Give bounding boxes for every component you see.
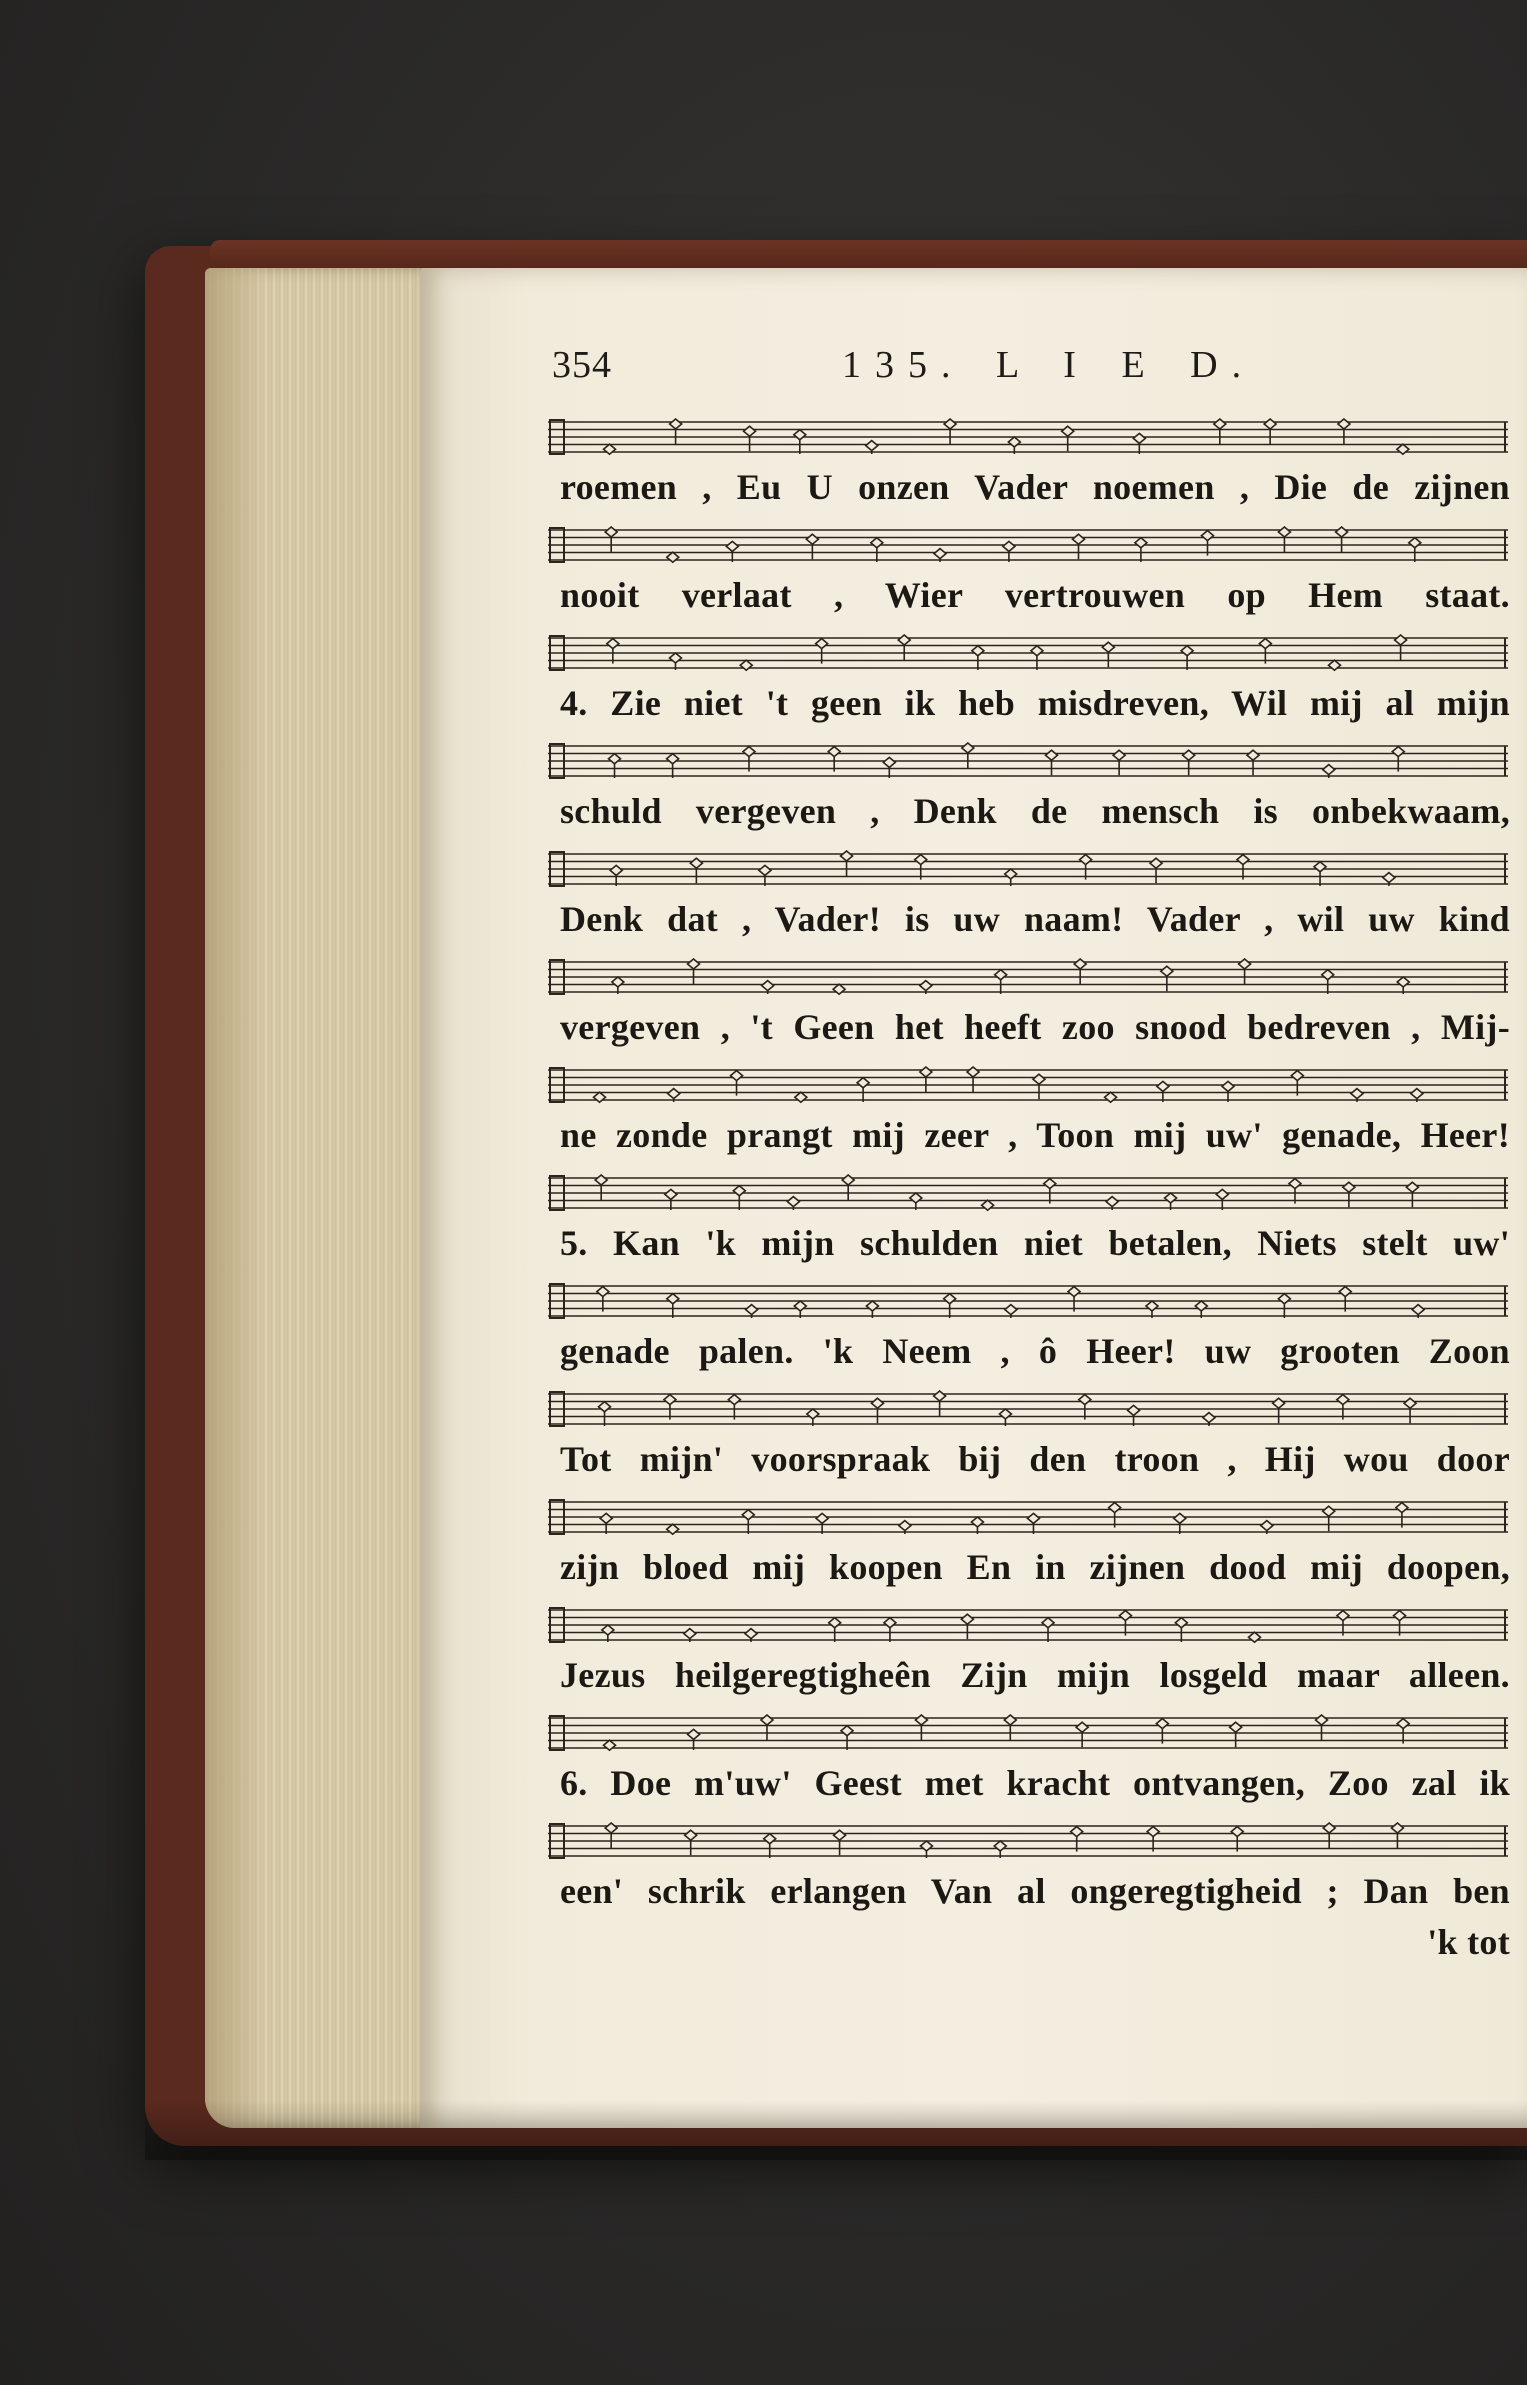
note-head — [1113, 750, 1125, 775]
page-content — [420, 268, 1527, 2128]
note-head — [742, 1510, 754, 1534]
staff-svg — [548, 1390, 1508, 1428]
note-head — [1343, 1182, 1355, 1207]
lyric-text: genade palen. 'k Neem , ô Heer! uw grooten Zoon — [560, 1331, 1510, 1371]
note-head — [871, 538, 883, 562]
note-head — [934, 1391, 946, 1416]
note-head — [599, 1402, 611, 1426]
staff-svg — [548, 1174, 1508, 1212]
note-head — [834, 1830, 846, 1855]
note-head — [1150, 858, 1162, 883]
music-staff — [548, 850, 1508, 888]
page-header — [552, 343, 1487, 403]
note-head — [1181, 646, 1193, 670]
note-head — [1072, 534, 1084, 559]
note-head — [595, 1175, 607, 1200]
staff-svg — [548, 526, 1508, 564]
staff-svg — [548, 1714, 1508, 1752]
note-head — [1214, 419, 1226, 444]
note-head — [764, 1834, 776, 1858]
note-head — [1323, 1506, 1335, 1531]
note-head — [1046, 750, 1058, 775]
note-head — [920, 1067, 932, 1092]
note-head — [1278, 1294, 1290, 1318]
music-staff — [548, 742, 1508, 780]
note-head — [1230, 1722, 1242, 1747]
note-head — [972, 646, 984, 670]
music-staff — [548, 1822, 1508, 1860]
note-head — [1004, 1715, 1016, 1740]
page-number: 354 — [552, 344, 612, 386]
staff-svg — [548, 418, 1508, 456]
staff-svg — [548, 634, 1508, 672]
catchword — [560, 1918, 1510, 1966]
lyric-text: Jezus heilgeregtigheên Zijn mijn losgeld maar alleen. — [560, 1655, 1510, 1695]
note-head — [1273, 1398, 1285, 1423]
note-head — [1027, 1513, 1039, 1534]
music-staff — [548, 1606, 1508, 1644]
staff-svg — [548, 1822, 1508, 1860]
note-head — [1031, 646, 1043, 670]
note-head — [605, 527, 617, 552]
lyric-line — [560, 1651, 1510, 1699]
note-head — [609, 754, 621, 778]
music-staff — [548, 958, 1508, 996]
note-head — [1406, 1182, 1418, 1207]
lyric-line — [560, 679, 1510, 727]
note-head — [1391, 1823, 1403, 1848]
note-head — [884, 1618, 896, 1642]
note-head — [1076, 1722, 1088, 1747]
note-head — [842, 1175, 854, 1200]
note-head — [1395, 635, 1407, 660]
note-head — [1264, 419, 1276, 444]
staff-svg — [548, 1606, 1508, 1644]
lyric-line — [560, 1867, 1510, 1915]
lyric-line — [560, 1111, 1510, 1159]
note-head — [1128, 1405, 1140, 1426]
lyric-line — [560, 895, 1510, 943]
music-staff — [548, 634, 1508, 672]
music-staff — [548, 1390, 1508, 1428]
note-head — [600, 1513, 612, 1534]
lyric-line — [560, 1543, 1510, 1591]
lyric-line — [560, 1003, 1510, 1051]
staff-svg — [548, 742, 1508, 780]
note-head — [1174, 1513, 1186, 1534]
note-head — [744, 426, 756, 451]
note-head — [1222, 1081, 1234, 1102]
note-head — [605, 1823, 617, 1848]
staff-svg — [548, 958, 1508, 996]
note-head — [685, 1830, 697, 1855]
note-head — [915, 1715, 927, 1740]
note-head — [1278, 527, 1290, 552]
lyric-text: Tot mijn' voorspraak bij den troon , Hij wou door — [560, 1439, 1510, 1479]
lyric-text: ne zonde prangt mij zeer , Toon mij uw' genade, Heer! — [560, 1115, 1510, 1155]
book-page — [420, 268, 1527, 2128]
staff-svg — [548, 850, 1508, 888]
note-head — [665, 1189, 677, 1210]
note-head — [898, 635, 910, 660]
note-head — [733, 1186, 745, 1210]
note-head — [1409, 538, 1421, 562]
note-head — [690, 858, 702, 883]
lyric-text: Denk dat , Vader! is uw naam! Vader , wil uw kind — [560, 899, 1510, 939]
music-staff — [548, 1714, 1508, 1752]
staff-svg — [548, 1282, 1508, 1320]
note-head — [1239, 959, 1251, 984]
note-head — [1314, 862, 1326, 886]
note-head — [967, 1067, 979, 1092]
lyric-line — [560, 1435, 1510, 1483]
note-head — [1175, 1618, 1187, 1642]
note-head — [829, 1618, 841, 1642]
page-bottom-shadow — [145, 2100, 1527, 2160]
lyric-line — [560, 571, 1510, 619]
note-head — [1074, 959, 1086, 984]
running-title: 135. L I E D. — [842, 344, 1256, 386]
lyric-line — [560, 787, 1510, 835]
note-head — [806, 534, 818, 559]
note-head — [1216, 1189, 1228, 1210]
note-head — [1316, 1715, 1328, 1740]
note-head — [962, 743, 974, 768]
note-head — [816, 1513, 828, 1534]
note-head — [1033, 1074, 1045, 1099]
note-head — [1135, 538, 1147, 562]
note-head — [794, 430, 806, 454]
note-head — [1323, 1823, 1335, 1848]
note-head — [1336, 527, 1348, 552]
staff-svg — [548, 1498, 1508, 1536]
lyric-text: schuld vergeven , Denk de mensch is onbekwaam, — [560, 791, 1510, 831]
lyric-line — [560, 1759, 1510, 1807]
note-head — [761, 1715, 773, 1740]
note-head — [1404, 1398, 1416, 1423]
lyric-text: zijn bloed mij koopen En in zijnen dood mij doopen, — [560, 1547, 1510, 1587]
music-staff — [548, 526, 1508, 564]
lyric-text: 4. Zie niet 't geen ik heb misdreven, Wil mij al mijn — [560, 683, 1510, 723]
note-head — [1102, 642, 1114, 667]
note-head — [1338, 419, 1350, 444]
note-head — [1183, 750, 1195, 775]
page-edges — [205, 268, 435, 2128]
note-head — [944, 419, 956, 444]
note-head — [871, 1398, 883, 1423]
lyric-text: 5. Kan 'k mijn schulden niet betalen, Niets stelt uw' — [560, 1223, 1510, 1263]
note-head — [857, 1078, 869, 1102]
lyric-text: 6. Doe m'uw' Geest met kracht ontvangen, Zoo zal ik — [560, 1763, 1510, 1803]
note-head — [667, 754, 679, 778]
lyric-text: nooit verlaat , Wier vertrouwen op Hem staat. — [560, 575, 1510, 615]
music-staff — [548, 1174, 1508, 1212]
note-head — [1161, 966, 1173, 991]
note-head — [688, 959, 700, 984]
note-head — [841, 1726, 853, 1750]
note-head — [1247, 750, 1259, 775]
note-head — [961, 1614, 973, 1639]
lyric-line — [560, 1327, 1510, 1375]
staff-svg — [548, 1066, 1508, 1104]
note-head — [841, 851, 853, 876]
music-staff — [548, 1282, 1508, 1320]
music-staff — [548, 1498, 1508, 1536]
note-head — [1062, 426, 1074, 451]
note-head — [1157, 1081, 1169, 1102]
lyric-text: een' schrik erlangen Van al ongeregtigheid ; Dan ben — [560, 1871, 1510, 1911]
lyric-line — [560, 1219, 1510, 1267]
lyric-text: vergeven , 't Geen het heeft zoo snood bedreven , Mij- — [560, 1007, 1510, 1047]
note-head — [944, 1294, 956, 1318]
note-head — [995, 970, 1007, 994]
note-head — [688, 1729, 700, 1750]
catchword-text: 'k tot — [1427, 1922, 1510, 1962]
note-head — [670, 419, 682, 444]
note-head — [1322, 970, 1334, 994]
note-head — [1042, 1618, 1054, 1642]
music-staff — [548, 418, 1508, 456]
music-staff — [548, 1066, 1508, 1104]
lyric-line — [560, 463, 1510, 511]
lyric-text: roemen , Eu U onzen Vader noemen , Die de zijnen — [560, 467, 1510, 507]
note-head — [667, 1294, 679, 1318]
